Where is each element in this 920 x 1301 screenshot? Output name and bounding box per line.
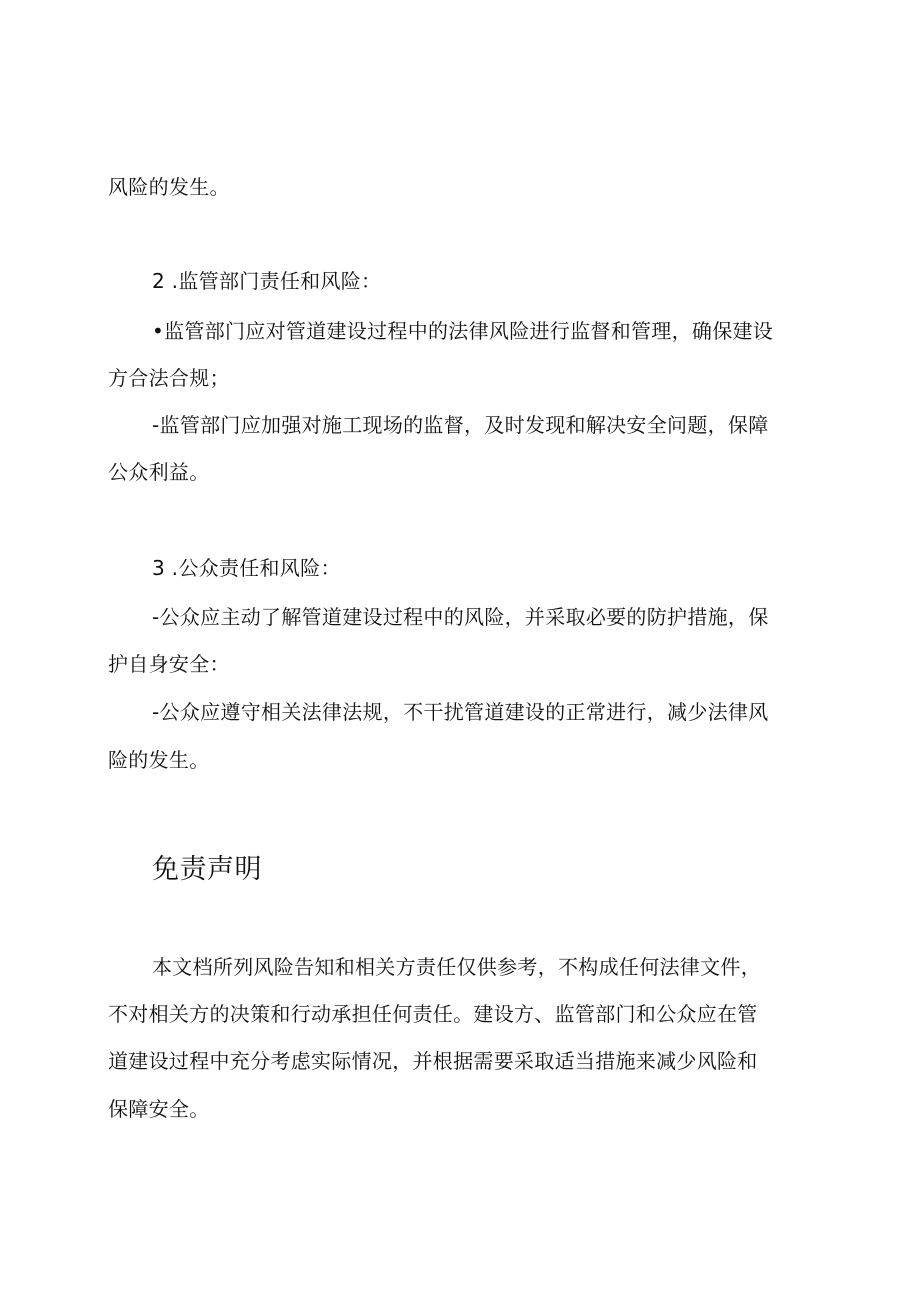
section3-item1-line2: 护自身安全：: [108, 652, 230, 676]
section3-item2-line1: -公众应遵守相关法律法规，不干扰管道建设的正常进行，减少法律风: [152, 700, 769, 724]
section2-item1-line2: 方合法合规；: [108, 366, 230, 390]
section2-item2-line2: 公众利益。: [108, 460, 210, 484]
disclaimer-title: 免责声明: [152, 854, 262, 885]
section2-item2-line1: -监管部门应加强对施工现场的监督，及时发现和解决安全问题，保障: [152, 413, 769, 437]
disclaimer-line2: 不对相关方的决策和行动承担任何责任。建设方、监管部门和公众应在管: [108, 1002, 758, 1026]
intro-tail-text: 风险的发生。: [108, 175, 230, 199]
section3-item1-line1: -公众应主动了解管道建设过程中的风险，并采取必要的防护措施，保: [152, 605, 769, 629]
disclaimer-line4: 保障安全。: [108, 1097, 210, 1121]
section3-item2-line2: 险的发生。: [108, 748, 210, 772]
disclaimer-line3: 道建设过程中充分考虑实际情况，并根据需要采取适当措施来减少风险和: [108, 1049, 758, 1073]
section3-heading: 3 .公众责任和风险：: [152, 556, 341, 580]
section2-heading: 2 .监管部门责任和风险：: [152, 269, 382, 293]
disclaimer-line1: 本文档所列风险告知和相关方责任仅供参考，不构成任何法律文件，: [152, 955, 761, 979]
section2-item1-line1: •监管部门应对管道建设过程中的法律风险进行监督和管理，确保建设: [152, 319, 774, 343]
